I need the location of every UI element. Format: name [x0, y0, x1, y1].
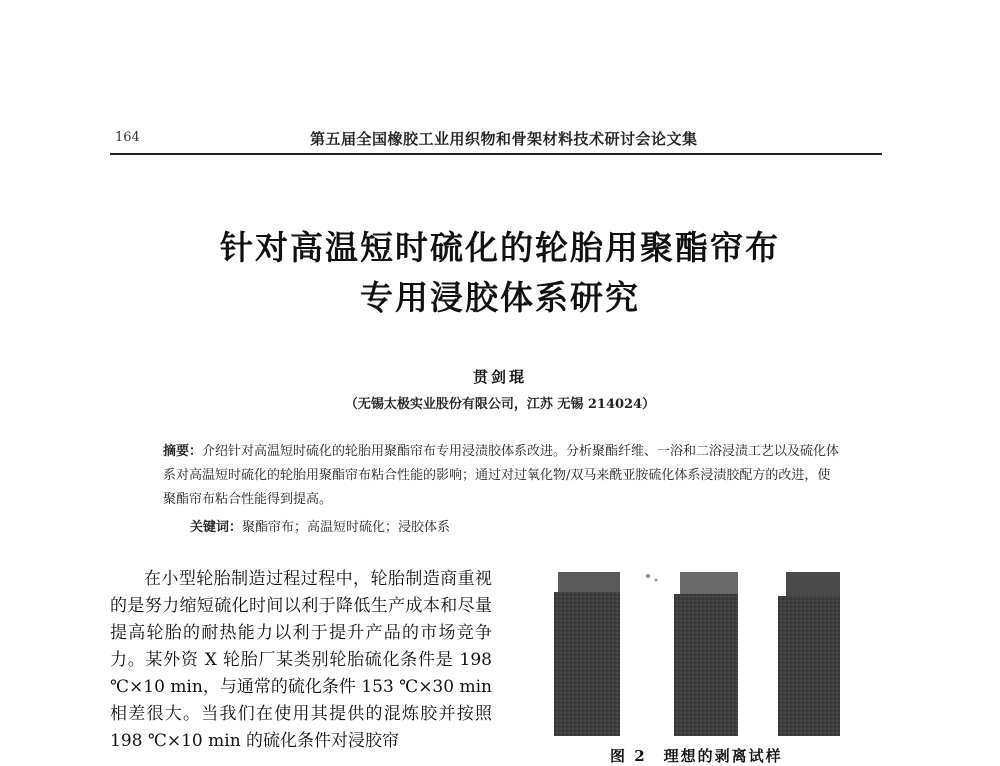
peel-sample-photo: [552, 572, 842, 736]
author-affiliation: （无锡太极实业股份有限公司，江苏 无锡 214024）: [344, 397, 656, 412]
sample-strip-left: [554, 572, 620, 736]
author-name: 贯剑琨: [472, 368, 527, 386]
keywords-text: 聚酯帘布；高温短时硫化；浸胶体系: [242, 520, 451, 535]
article-title-line-1: 针对高温短时硫化的轮胎用聚酯帘布: [220, 228, 780, 267]
page-number: 164: [115, 130, 140, 145]
sample-strip-middle: [646, 572, 738, 736]
sample-strip-right: [778, 572, 840, 736]
figure-caption: 图 2 理想的剥离试样: [610, 747, 783, 765]
abstract-label: 摘要：: [163, 444, 203, 459]
header-rule: [110, 153, 882, 155]
abstract-text: 介绍针对高温短时硫化的轮胎用聚酯帘布专用浸渍胶体系改进。分析聚酯纤维、一浴和二浴浸渍工艺以及硫化体系对高温短时硫化的轮胎用聚酯帘布粘合性能的影响；通过对过氧化物/双马来酰亚胺硫化体系浸渍胶配方的改进，使聚酯帘布粘合性能得到提高。: [163, 444, 840, 507]
body-column: [110, 566, 492, 755]
abstract: [163, 440, 843, 512]
peel-sample-figure: [552, 572, 842, 736]
running-title: 第五届全国橡胶工业用织物和骨架材料技术研讨会论文集: [310, 130, 698, 148]
keywords-label: 关键词：: [190, 520, 243, 535]
article-title-line-2: 专用浸胶体系研究: [360, 278, 640, 317]
body-paragraph: 在小型轮胎制造过程过程中，轮胎制造商重视的是努力缩短硫化时间以利于降低生产成本和尽量提高轮胎的耐热能力以利于提升产品的市场竞争力。某外资 X 轮胎厂某类别轮胎硫化条件是 198 ℃×10 min，与通常的硫化条件 153 ℃×30 min 相差很大。当我们在使用其提供的混炼胶并按照 198 ℃×10 min 的硫化条件对浸胶帘: [110, 569, 492, 751]
keywords: [190, 516, 450, 535]
